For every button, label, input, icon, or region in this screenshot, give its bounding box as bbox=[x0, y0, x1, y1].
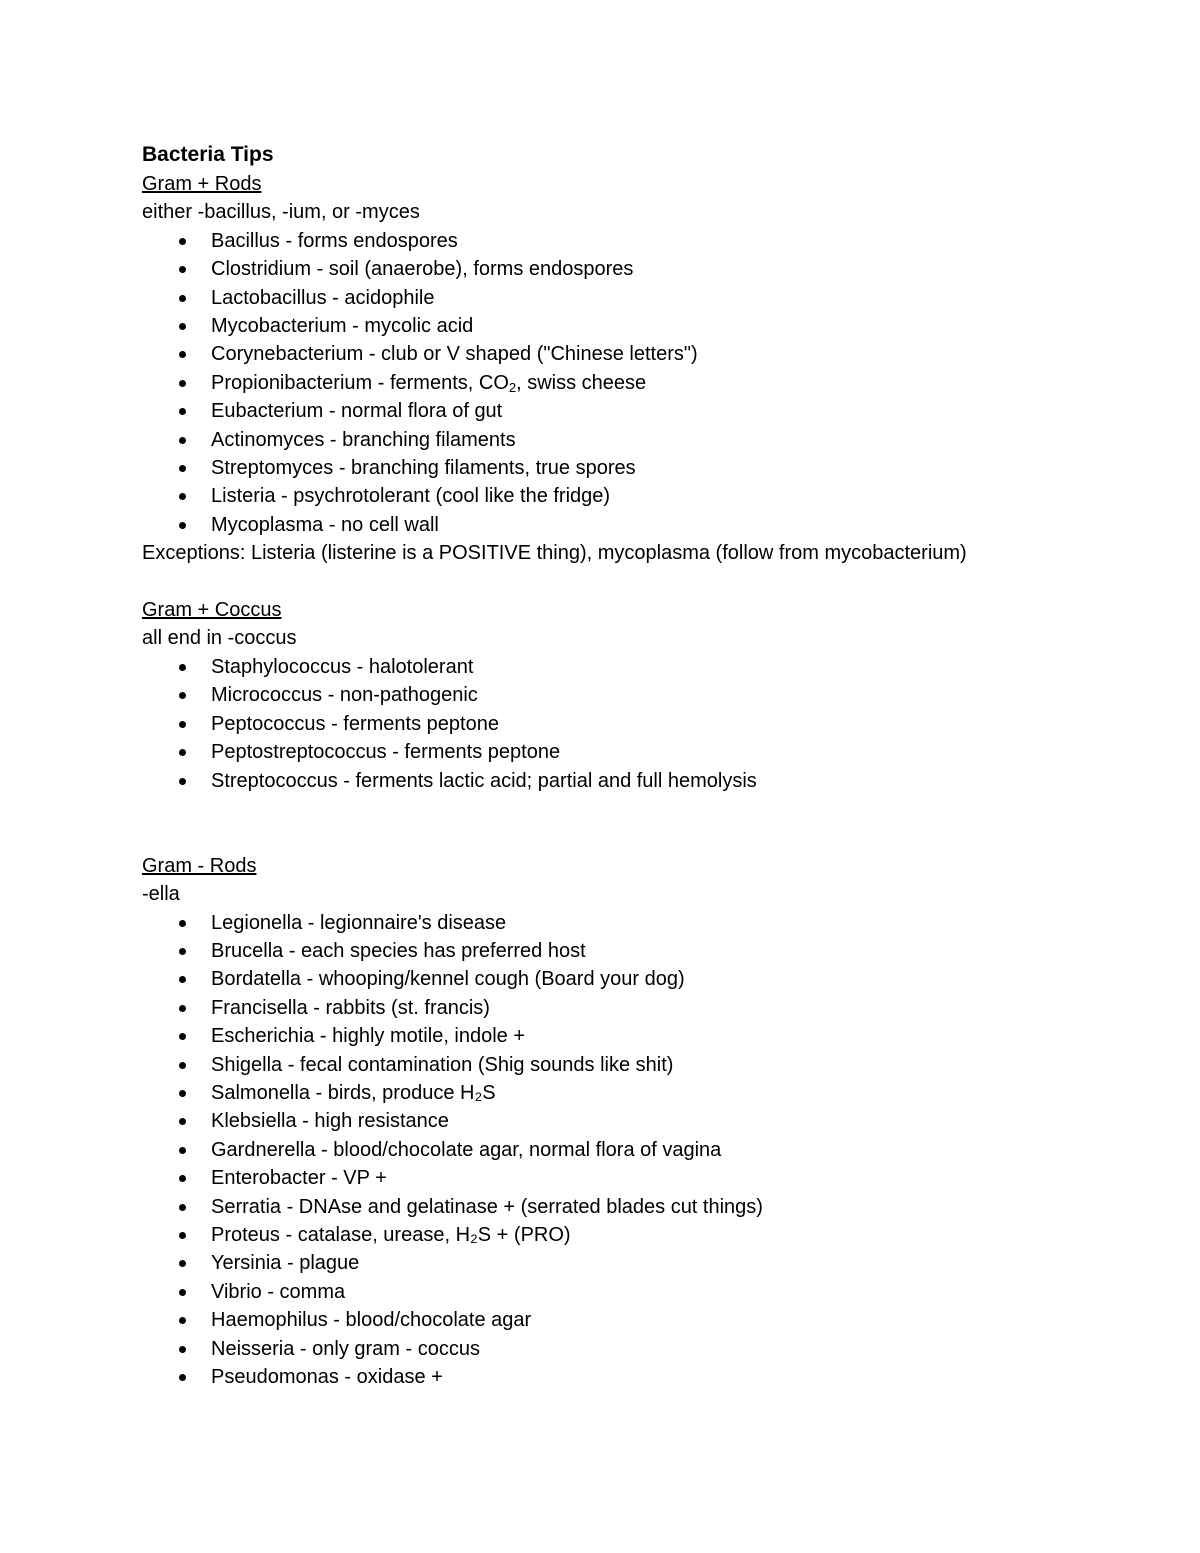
list-item-text: Propionibacterium - ferments, CO bbox=[211, 371, 509, 394]
bullet-list-gram-pos-coccus bbox=[142, 653, 1142, 795]
list-item: Mycobacterium - mycolic acid bbox=[142, 312, 1142, 340]
list-item: Brucella - each species has preferred host bbox=[142, 937, 1142, 965]
spacer bbox=[142, 568, 1142, 596]
exceptions-note: Exceptions: Listeria (listerine is a POSITIVE thing), mycoplasma (follow from mycobacterium) bbox=[142, 542, 967, 565]
list-item: Clostridium - soil (anaerobe), forms endospores bbox=[142, 255, 1142, 283]
list-item: Klebsiella - high resistance bbox=[142, 1107, 1142, 1135]
spacer bbox=[142, 795, 1142, 852]
list-item: Eubacterium - normal flora of gut bbox=[142, 397, 1142, 425]
list-item: Escherichia - highly motile, indole + bbox=[142, 1022, 1142, 1050]
bullet-list-gram-pos-rods bbox=[142, 227, 1142, 539]
list-item: Shigella - fecal contamination (Shig sounds like shit) bbox=[142, 1051, 1142, 1079]
list-item: Enterobacter - VP + bbox=[142, 1164, 1142, 1192]
list-item: Bordatella - whooping/kennel cough (Board your dog) bbox=[142, 965, 1142, 993]
list-item bbox=[142, 369, 1142, 397]
list-item: Corynebacterium - club or V shaped ("Chinese letters") bbox=[142, 340, 1142, 368]
list-item: Mycoplasma - no cell wall bbox=[142, 511, 1142, 539]
list-item: Listeria - psychrotolerant (cool like the fridge) bbox=[142, 482, 1142, 510]
section-heading-gram-pos-rods: Gram + Rods bbox=[142, 173, 262, 195]
list-item: Pseudomonas - oxidase + bbox=[142, 1363, 1142, 1391]
list-item: Neisseria - only gram - coccus bbox=[142, 1335, 1142, 1363]
list-item: Micrococcus - non-pathogenic bbox=[142, 681, 1142, 709]
list-item: Gardnerella - blood/chocolate agar, normal flora of vagina bbox=[142, 1136, 1142, 1164]
document-title: Bacteria Tips bbox=[142, 143, 274, 166]
list-item: Staphylococcus - halotolerant bbox=[142, 653, 1142, 681]
list-item: Peptococcus - ferments peptone bbox=[142, 710, 1142, 738]
section-intro: either -bacillus, -ium, or -myces bbox=[142, 201, 420, 224]
list-item: Francisella - rabbits (st. francis) bbox=[142, 994, 1142, 1022]
list-item: Yersinia - plague bbox=[142, 1249, 1142, 1277]
list-item: Serratia - DNAse and gelatinase + (serrated blades cut things) bbox=[142, 1193, 1142, 1221]
list-item: Vibrio - comma bbox=[142, 1278, 1142, 1306]
subscript: 2 bbox=[508, 379, 517, 395]
list-item: Actinomyces - branching filaments bbox=[142, 426, 1142, 454]
section-intro: -ella bbox=[142, 883, 180, 906]
section-heading-gram-pos-coccus: Gram + Coccus bbox=[142, 599, 282, 622]
list-item: Lactobacillus - acidophile bbox=[142, 284, 1142, 312]
document-page bbox=[142, 140, 1142, 1391]
list-item: Salmonella - birds, produce H₂S bbox=[142, 1079, 1142, 1107]
bullet-list-gram-neg-rods bbox=[142, 909, 1142, 1392]
list-item: Legionella - legionnaire's disease bbox=[142, 909, 1142, 937]
section-heading-gram-neg-rods: Gram - Rods bbox=[142, 854, 257, 877]
list-item: Proteus - catalase, urease, H₂S + (PRO) bbox=[142, 1221, 1142, 1249]
list-item: Streptococcus - ferments lactic acid; partial and full hemolysis bbox=[142, 767, 1142, 795]
list-item: Peptostreptococcus - ferments peptone bbox=[142, 738, 1142, 766]
list-item: Streptomyces - branching filaments, true spores bbox=[142, 454, 1142, 482]
list-item: Haemophilus - blood/chocolate agar bbox=[142, 1306, 1142, 1334]
section-intro: all end in -coccus bbox=[142, 627, 297, 650]
list-item: Bacillus - forms endospores bbox=[142, 227, 1142, 255]
list-item-text: , swiss cheese bbox=[516, 371, 647, 394]
